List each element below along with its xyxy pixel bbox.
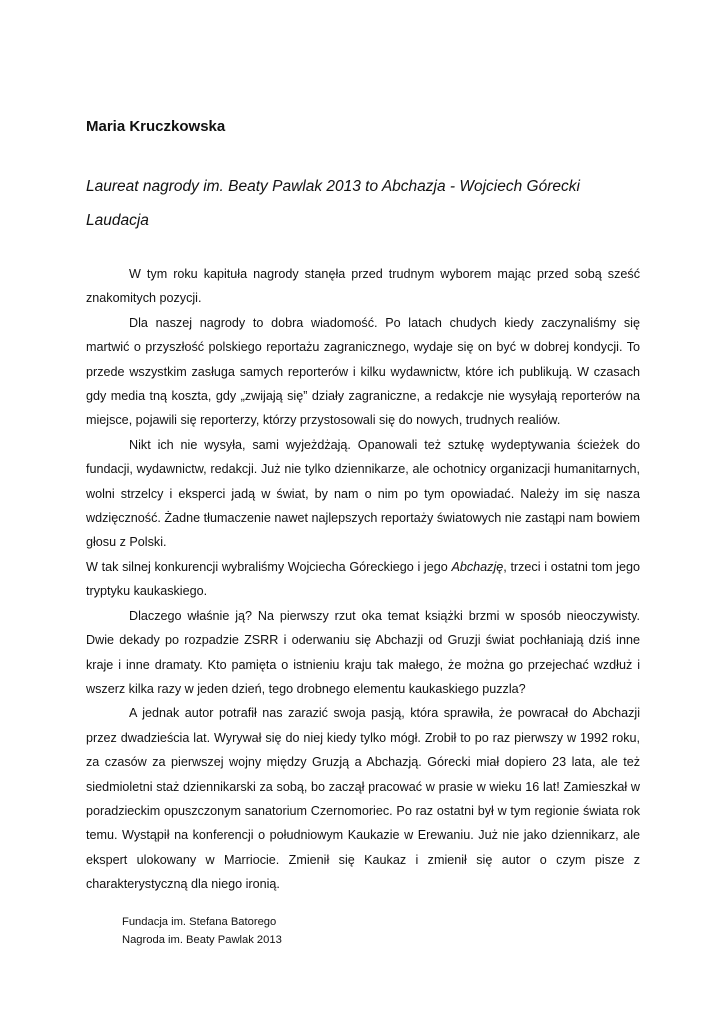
paragraph-4-text-start: W tak silnej konkurencji wybraliśmy Wojciecha Góreckiego i jego [86,559,452,574]
author-name: Maria Kruczkowska [86,118,226,135]
paragraph-6: A jednak autor potrafił nas zarazić swoja pasją, która sprawiła, że powracał do Abchazji przez dwadzieścia lat. Wyrywał się do niej kiedy tylko mógł. Zrobił to po raz pierwszy w 1992 roku, za czasów za pierwszej wojny między Gruzją a Abchazją. Górecki miał dopiero 23 lata, ale też siedmioletni staż dziennikarski za sobą, bo zaczął pracować w prasie w wieku 16 lat! Zamieszkał w poradzieckim opuszczonym sanatorium Czernomoriec. Po raz ostatni był w tym regionie świata rok temu. Wystąpił na konferencji o południowym Kaukazie w Erewaniu. Już nie jako dziennikarz, ale ekspert ulokowany w Marriocie. Zmienił się Kaukaz i zmienił się autor o czym pisze z charakterystyczną dla niego ironią. [86,706,640,892]
book-title-italic: Abchazję [451,559,504,574]
paragraph-2: Dla naszej nagrody to dobra wiadomość. Po latach chudych kiedy zaczynaliśmy się martwić o przyszłość polskiego reportażu zagranicznego, wydaje się on być w dobrej kondycji. To przede wszystkim zasługa samych reporterów i kilku wydawnictw, które ich publikują. W czasach gdy media tną koszta, gdy „zwijają się” działy zagraniczne, a redakcje nie wysyłają reporterów na miejsce, pojawili się reporterzy, którzy przystosowali się do nowych, trudnych realiów. [86,315,640,428]
document-subtitle: Laudacja [86,212,149,229]
document-body [86,262,640,897]
page-footer [122,913,282,949]
paragraph-5: Dlaczego właśnie ją? Na pierwszy rzut oka temat książki brzmi w sposób nieoczywisty. Dwie dekady po rozpadzie ZSRR i oderwaniu się Abchazji od Gruzji świat pochłaniają dziś inne kraje i inne dramaty. Kto pamięta o istnieniu kraju tak małego, że można go przejechać wzdłuż i wszerz kilka razy w jeden dzień, tego drobnego elementu kaukaskiego puzzla? [86,608,640,696]
paragraph-4 [86,555,640,604]
paragraph-3: Nikt ich nie wysyła, sami wyjeżdżają. Opanowali też sztukę wydeptywania ścieżek do fundacji, wydawnictw, redakcji. Już nie tylko dziennikarze, ale ochotnicy organizacji humanitarnych, wolni strzelcy i eksperci jadą w świat, by nam o nim po tym opowiadać. Należy im się nasza wdzięczność. Żadne tłumaczenie nawet najlepszych reportaży światowych nie zastąpi nam bowiem głosu z Polski. [86,437,640,550]
footer-line-2: Nagroda im. Beaty Pawlak 2013 [122,934,282,946]
footer-line-1: Fundacja im. Stefana Batorego [122,916,277,928]
paragraph-4-text-end: , trzeci i ostatni tom jego tryptyku kaukaskiego. [86,559,640,599]
document-title: Laureat nagrody im. Beaty Pawlak 2013 to Abchazja - Wojciech Górecki [86,178,580,195]
paragraph-1: W tym roku kapituła nagrody stanęła przed trudnym wyborem mając przed sobą sześć znakomitych pozycji. [86,267,640,306]
